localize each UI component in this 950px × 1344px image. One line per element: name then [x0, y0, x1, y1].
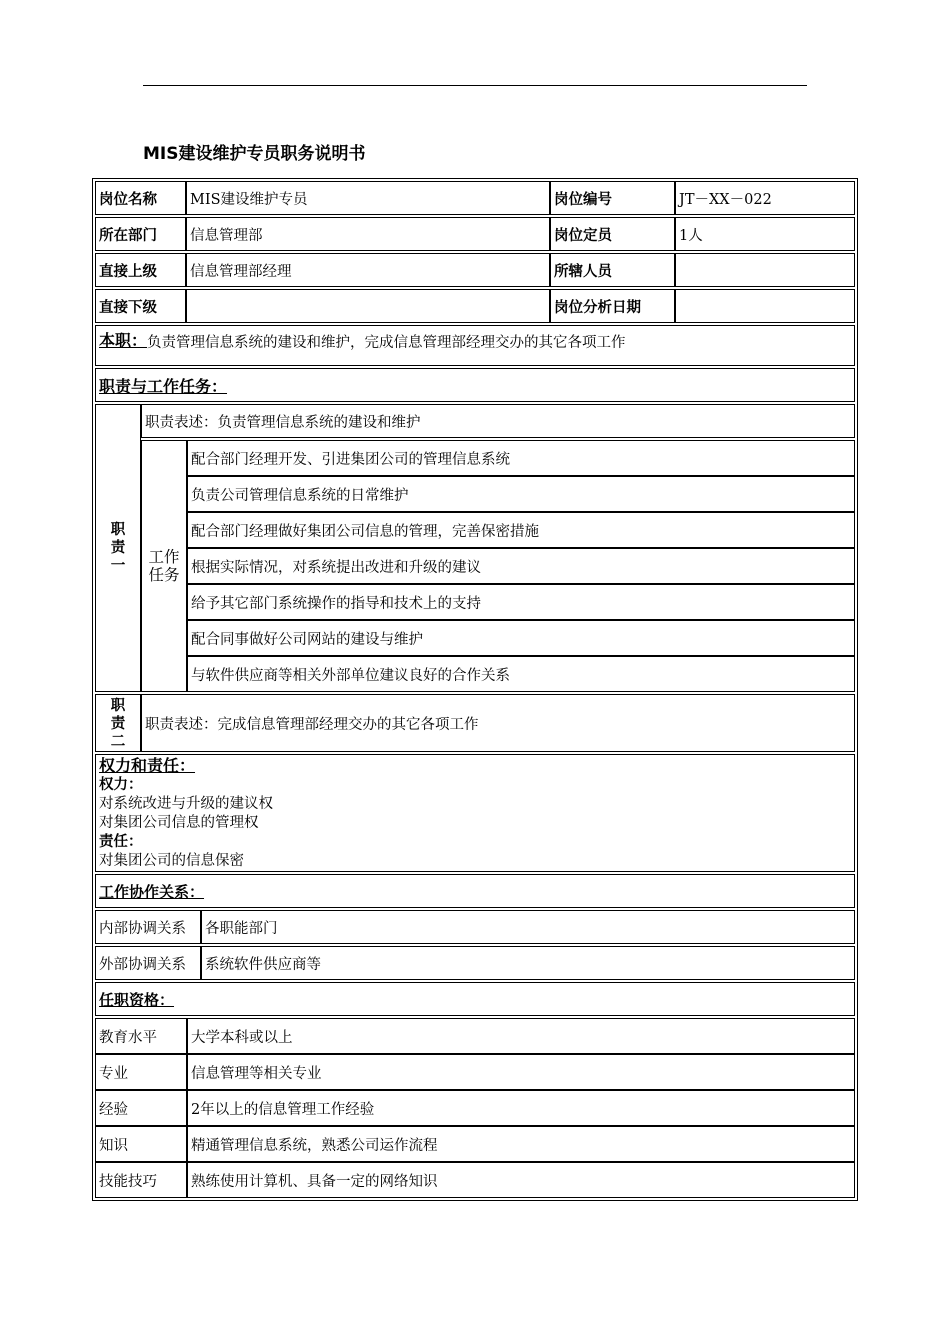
duty1-label: 职 责 一 [95, 404, 141, 692]
task-item-5: 给予其它部门系统操作的指导和技术上的支持 [187, 584, 855, 620]
qual-label-skills: 技能技巧 [95, 1162, 187, 1198]
document-title: MIS建设维护专员职务说明书 [143, 144, 366, 164]
task-item-4: 根据实际情况，对系统提出改进和升级的建议 [187, 548, 855, 584]
qual-value-knowledge: 精通管理信息系统，熟悉公司运作流程 [187, 1126, 855, 1162]
value-direct-reports [186, 289, 550, 323]
duty1-statement: 职责表述：负责管理信息系统的建设和维护 [141, 404, 855, 438]
qual-value-major: 信息管理等相关专业 [187, 1054, 855, 1090]
value-headcount: 1人 [675, 217, 855, 251]
value-analysis-date [675, 289, 855, 323]
value-post-name: MIS建设维护专员 [186, 181, 550, 215]
task-item-6: 配合同事做好公司网站的建设与维护 [187, 620, 855, 656]
qual-value-skills: 熟练使用计算机、具备一定的网络知识 [187, 1162, 855, 1198]
external-relations-value: 系统软件供应商等 [201, 946, 855, 980]
value-supervisor: 信息管理部经理 [186, 253, 550, 287]
duty2-statement: 职责表述：完成信息管理部经理交办的其它各项工作 [141, 694, 855, 752]
power-label: 权力： [99, 777, 143, 793]
label-direct-reports: 直接下级 [95, 289, 186, 323]
task-item-3: 配合部门经理做好集团公司信息的管理，完善保密措施 [187, 512, 855, 548]
qual-value-education: 大学本科或以上 [187, 1018, 855, 1054]
qual-label-experience: 经验 [95, 1090, 187, 1126]
label-headcount: 岗位定员 [550, 217, 675, 251]
label-subordinates-count: 所辖人员 [550, 253, 675, 287]
label-analysis-date: 岗位分析日期 [550, 289, 675, 323]
duty1-task-label: 工作 任务 [141, 440, 187, 692]
task-item-2: 负责公司管理信息系统的日常维护 [187, 476, 855, 512]
label-supervisor: 直接上级 [95, 253, 186, 287]
qual-label-education: 教育水平 [95, 1018, 187, 1054]
qual-label-knowledge: 知识 [95, 1126, 187, 1162]
qual-value-experience: 2年以上的信息管理工作经验 [187, 1090, 855, 1126]
responsibility-label: 责任： [99, 834, 143, 850]
qual-label-major: 专业 [95, 1054, 187, 1090]
label-post-name: 岗位名称 [95, 181, 186, 215]
label-post-code: 岗位编号 [550, 181, 675, 215]
duties-heading: 职责与工作任务： [95, 368, 855, 402]
power-item-2: 对集团公司信息的管理权 [99, 815, 259, 831]
duty2-label: 职 责 二 [95, 694, 141, 752]
summary-text: 负责管理信息系统的建设和维护，完成信息管理部经理交办的其它各项工作 [147, 335, 626, 351]
value-subordinates-count [675, 253, 855, 287]
authority-heading: 权力和责任： [99, 756, 196, 775]
value-department: 信息管理部 [186, 217, 550, 251]
responsibility-item-1: 对集团公司的信息保密 [99, 853, 244, 869]
external-relations-label: 外部协调关系 [95, 946, 201, 980]
task-item-7: 与软件供应商等相关外部单位建议良好的合作关系 [187, 656, 855, 692]
relations-heading: 工作协作关系： [95, 874, 855, 908]
internal-relations-value: 各职能部门 [201, 910, 855, 944]
label-department: 所在部门 [95, 217, 186, 251]
header-rule [143, 85, 807, 86]
summary-label: 本职： [99, 331, 148, 350]
internal-relations-label: 内部协调关系 [95, 910, 201, 944]
task-item-1: 配合部门经理开发、引进集团公司的管理信息系统 [187, 440, 855, 476]
summary-row [95, 325, 855, 366]
qualifications-heading: 任职资格： [95, 982, 855, 1016]
authority-block [95, 754, 855, 872]
power-item-1: 对系统改进与升级的建议权 [99, 796, 273, 812]
value-post-code: JT－XX－022 [675, 181, 855, 215]
